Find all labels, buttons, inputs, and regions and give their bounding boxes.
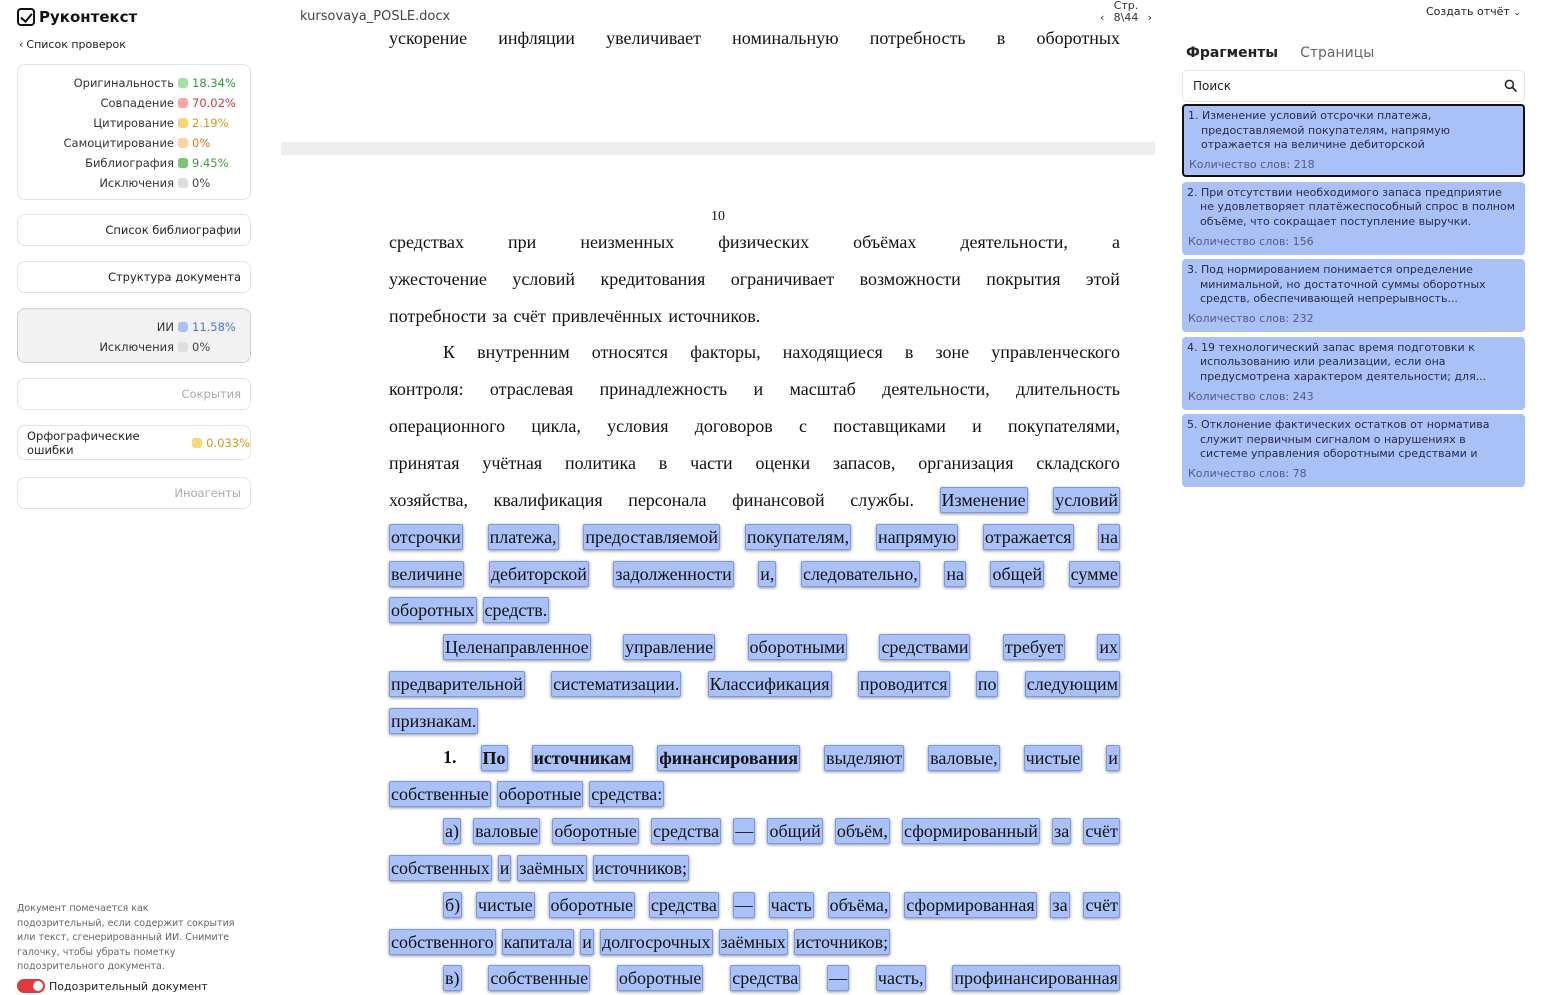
highlighted-word[interactable]: отражается: [983, 524, 1074, 550]
document-word: и: [753, 379, 764, 400]
document-line: [389, 739, 1120, 776]
document-word: квалификация: [493, 489, 603, 510]
document-word: средствах: [389, 232, 465, 252]
document-line: [389, 298, 1120, 335]
highlighted-word[interactable]: величине: [389, 561, 464, 587]
highlighted-word[interactable]: собственного: [389, 929, 496, 955]
previous-page-last-line: ускорение инфляции увеличивает номинальную потребность в оборотных: [389, 28, 1120, 48]
document-line: [389, 776, 1120, 813]
ai-stat-0-color-dot: [178, 322, 188, 332]
highlighted-word[interactable]: часть: [769, 892, 814, 918]
document-word: организация: [918, 452, 1014, 473]
stat-2-label: Цитирование: [93, 116, 174, 130]
highlighted-word[interactable]: предоставляемой: [583, 524, 720, 550]
highlighted-word[interactable]: проводится: [858, 671, 950, 697]
document-line: [389, 666, 1120, 703]
highlighted-word[interactable]: средства:: [589, 781, 664, 807]
document-line: [389, 702, 1120, 739]
ai-stat-0-row: [18, 317, 250, 337]
document-word: внутренним: [477, 342, 570, 363]
fragment-card[interactable]: [1182, 414, 1525, 487]
document-word: персонала: [628, 489, 707, 510]
highlighted-word[interactable]: общей: [990, 561, 1044, 587]
back-to-checks-link[interactable]: [19, 38, 126, 51]
document-word: потребности: [389, 305, 487, 326]
document-word: за: [492, 305, 508, 326]
highlighted-word[interactable]: дебиторской: [489, 561, 589, 587]
document-word: кредитования: [600, 268, 706, 289]
hidden-content-label: Сокрытия: [181, 387, 241, 401]
highlighted-word[interactable]: оборотными: [748, 634, 848, 660]
highlighted-word[interactable]: управление: [623, 634, 715, 660]
prev-page-icon[interactable]: ‹: [1100, 11, 1105, 24]
highlighted-word[interactable]: объёма,: [828, 892, 891, 918]
highlighted-word[interactable]: оборотные: [617, 965, 704, 991]
document-word: деятельности,: [960, 232, 1068, 252]
highlighted-word[interactable]: по: [976, 671, 999, 697]
document-word: запасов,: [832, 452, 896, 473]
fragment-card[interactable]: [1182, 259, 1525, 332]
document-word: неизменных: [580, 232, 675, 252]
fragment-word-count: Количество слов: 156: [1188, 234, 1314, 248]
highlighted-word[interactable]: а): [443, 818, 461, 844]
highlighted-word[interactable]: Изменение: [940, 487, 1028, 513]
stat-3-label: Самоцитирование: [63, 136, 174, 150]
highlighted-word[interactable]: валовые: [473, 818, 540, 844]
stat-2-row: [18, 113, 250, 133]
document-word: хозяйства,: [389, 489, 468, 510]
document-word: принадлежность: [599, 379, 728, 400]
ai-stat-1-color-dot: [178, 342, 188, 352]
highlighted-word[interactable]: сумме: [1069, 561, 1120, 587]
document-line: [389, 518, 1120, 555]
document-line: [389, 408, 1120, 445]
highlighted-word[interactable]: часть,: [876, 965, 926, 991]
document-word: управленческого: [991, 342, 1120, 363]
highlighted-word[interactable]: на: [1098, 524, 1120, 550]
highlighted-word[interactable]: и: [498, 855, 512, 881]
highlighted-word[interactable]: предварительной: [389, 671, 525, 697]
highlighted-word[interactable]: источников;: [593, 855, 689, 881]
document-word: счёт: [513, 305, 546, 326]
highlighted-word[interactable]: оборотные: [549, 892, 636, 918]
document-word: объёмах: [853, 232, 917, 252]
document-word: покрытия: [986, 268, 1061, 289]
stat-4-color-dot: [178, 158, 188, 168]
highlighted-word[interactable]: и: [1106, 745, 1120, 771]
document-word: контроля:: [389, 379, 464, 400]
page-number: 10: [711, 209, 725, 224]
inoagents-label: Иноагенты: [174, 486, 241, 500]
document-word: 1.: [443, 747, 457, 768]
fragment-word-count: Количество слов: 218: [1189, 158, 1315, 171]
fragment-text: 5. Отклонение фактических остатков от норматива служит первичным сигналом о нарушениях в системе управления оборотными средствами и: [1187, 418, 1490, 460]
document-line: [389, 445, 1120, 482]
highlighted-word[interactable]: чистые: [476, 892, 535, 918]
document-line: [389, 850, 1120, 887]
highlighted-word[interactable]: профинансированная: [952, 965, 1120, 991]
stat-1-color-dot: [178, 98, 188, 108]
stat-0-row: [18, 73, 250, 93]
fragment-text: 2. При отсутствии необходимого запаса предприятие не удовлетворяет платёжеспособный спрос в полном объёме, что сокращает поступление выручки.: [1187, 185, 1515, 228]
ai-stat-1-label: Исключения: [99, 340, 174, 354]
create-report-dropdown[interactable]: [1426, 5, 1521, 18]
highlighted-word[interactable]: систематизации.: [551, 671, 681, 697]
page-navigator: [1100, 0, 1152, 23]
stat-5-label: Исключения: [99, 176, 174, 190]
ai-stat-0-label: ИИ: [156, 320, 174, 334]
highlighted-word[interactable]: объём,: [835, 818, 890, 844]
highlighted-word[interactable]: счёт: [1083, 892, 1120, 918]
stat-5-color-dot: [178, 178, 188, 188]
fragment-text: 4. 19 технологический запас время подготовки к использованию или реализации, если она предусмотрена характером деятельности; для...: [1187, 340, 1487, 383]
document-structure-button[interactable]: [17, 261, 251, 293]
document-line: [389, 555, 1120, 592]
stat-4-row: [18, 153, 250, 173]
document-word: источников.: [668, 305, 761, 326]
stats-card: [17, 64, 251, 200]
document-line: [389, 261, 1120, 298]
document-word: К: [443, 342, 456, 363]
ai-stat-0-value: 11.58%: [192, 320, 236, 334]
highlighted-word[interactable]: По: [481, 745, 508, 771]
highlighted-word[interactable]: собственные: [488, 965, 590, 991]
check-logo-icon: [17, 8, 35, 26]
document-word: ограничивает: [730, 268, 835, 289]
document-word: оценки: [755, 452, 811, 473]
document-viewer[interactable]: [281, 25, 1155, 995]
document-word: при: [508, 232, 537, 252]
page-nav-value: 8\44: [1113, 11, 1139, 24]
document-line: [389, 813, 1120, 850]
highlighted-word[interactable]: оборотные: [552, 818, 639, 844]
document-word: цикла,: [531, 415, 581, 436]
highlighted-word[interactable]: платежа,: [488, 524, 559, 550]
highlighted-word[interactable]: и,: [758, 561, 776, 587]
highlighted-word[interactable]: финансирования: [657, 745, 800, 771]
document-structure-label: Структура документа: [107, 270, 241, 284]
highlighted-word[interactable]: в): [443, 965, 462, 991]
search-input[interactable]: [1183, 71, 1483, 101]
document-word: складского: [1036, 452, 1120, 473]
back-link-label: Список проверок: [26, 38, 126, 51]
stat-2-value: 2.19%: [192, 116, 229, 130]
document-word: учётная: [482, 452, 543, 473]
document-word: отраслевая: [489, 379, 574, 400]
suspicious-toggle[interactable]: [17, 979, 45, 993]
stat-5-row: [18, 173, 250, 193]
highlighted-word[interactable]: требует: [1003, 634, 1065, 660]
document-word: масштаб: [789, 379, 856, 400]
document-word: зоне: [935, 342, 970, 363]
document-line: [389, 629, 1120, 666]
document-word: службы.: [850, 489, 914, 510]
highlighted-word[interactable]: оборотных: [389, 597, 477, 623]
highlighted-word[interactable]: заёмных: [517, 855, 586, 881]
bibliography-list-button[interactable]: [17, 214, 251, 246]
stat-1-label: Совпадение: [100, 96, 174, 110]
stat-1-value: 70.02%: [192, 96, 236, 110]
highlighted-word[interactable]: средства: [649, 892, 719, 918]
highlighted-word[interactable]: средства: [730, 965, 800, 991]
ai-stat-1-row: [18, 337, 250, 357]
document-line: [389, 482, 1120, 519]
document-word: возможности: [859, 268, 961, 289]
highlighted-word[interactable]: оборотные: [497, 781, 584, 807]
document-line: [389, 224, 1120, 261]
highlighted-word[interactable]: за: [1050, 892, 1069, 918]
suspicious-note: Документ помечается как подозрительный, если содержит сокрытия или текст, сгенерированный ИИ. Снимите галочку, чтобы убрать пометку подозрительного документа.: [17, 903, 235, 972]
fragment-text: 1. Изменение условий отсрочки платежа, предоставляемой покупателям, напрямую отражается на величине дебиторской: [1188, 109, 1450, 151]
highlighted-word[interactable]: условий: [1053, 487, 1120, 513]
hidden-content-button[interactable]: [17, 378, 251, 410]
next-page-icon[interactable]: ›: [1147, 11, 1152, 24]
spelling-errors-value: 0.033%: [206, 435, 250, 450]
highlighted-word[interactable]: на: [944, 561, 966, 587]
highlighted-word[interactable]: собственных: [389, 855, 492, 881]
document-word: с: [798, 415, 807, 436]
stat-0-value: 18.34%: [192, 76, 236, 90]
highlighted-word[interactable]: сформированная: [904, 892, 1036, 918]
highlighted-word[interactable]: их: [1097, 634, 1120, 660]
page-separator: [281, 142, 1155, 155]
highlighted-word[interactable]: счёт: [1083, 818, 1120, 844]
highlighted-word[interactable]: источников;: [794, 929, 890, 955]
fragment-text: 3. Под нормированием понимается определение минимальной, но достаточной суммы оборотных средств, обеспечивающей непрерывность...: [1187, 263, 1486, 305]
stat-3-value: 0%: [192, 136, 211, 150]
document-word: а: [1111, 232, 1120, 252]
document-word: части: [690, 452, 733, 473]
bibliography-list-label: Список библиографии: [105, 223, 241, 237]
document-word: политика: [564, 452, 636, 473]
highlighted-word[interactable]: капитала: [502, 929, 575, 955]
tab-fragments[interactable]: Фрагменты: [1186, 45, 1279, 61]
highlighted-word[interactable]: б): [443, 892, 462, 918]
document-word: условия: [607, 415, 669, 436]
highlighted-word[interactable]: —: [733, 818, 755, 844]
spelling-errors-card[interactable]: [17, 425, 251, 460]
document-word: ужесточение: [389, 268, 487, 289]
document-word: операционного: [389, 415, 506, 436]
highlighted-word[interactable]: —: [827, 965, 849, 991]
document-word: в: [904, 342, 914, 363]
right-panel-tabs: [1186, 45, 1374, 61]
highlighted-word[interactable]: средствами: [879, 634, 970, 660]
highlighted-word[interactable]: Классификация: [708, 671, 832, 697]
inoagents-button[interactable]: [17, 477, 251, 509]
app-logo[interactable]: [17, 8, 137, 26]
document-word: физических: [718, 232, 810, 252]
document-word: длительность: [1016, 379, 1120, 400]
highlighted-word[interactable]: отсрочки: [389, 524, 463, 550]
highlighted-word[interactable]: и: [580, 929, 594, 955]
document-word: поставщиками: [833, 415, 946, 436]
document-word: этой: [1085, 268, 1120, 289]
highlighted-word[interactable]: средства: [651, 818, 721, 844]
document-word: относятся: [591, 342, 669, 363]
document-word: финансовой: [732, 489, 825, 510]
document-word: в: [658, 452, 668, 473]
highlighted-word[interactable]: заёмных: [719, 929, 788, 955]
fragment-card[interactable]: [1182, 182, 1525, 255]
search-icon[interactable]: [1504, 79, 1517, 92]
highlighted-word[interactable]: валовые,: [928, 745, 999, 771]
suspicious-toggle-label: Подозрительный документ: [49, 979, 208, 993]
fragment-card[interactable]: [1182, 337, 1525, 410]
document-word: принятая: [389, 452, 460, 473]
highlighted-word[interactable]: покупателям,: [745, 524, 851, 550]
highlighted-word[interactable]: выделяют: [824, 745, 904, 771]
stat-3-color-dot: [178, 138, 188, 148]
highlighted-word[interactable]: задолженности: [613, 561, 733, 587]
document-line: [389, 592, 1120, 629]
document-line: [389, 886, 1120, 923]
stat-0-label: Оригинальность: [73, 76, 174, 90]
app-name: Руконтекст: [39, 8, 138, 26]
stat-4-label: Библиография: [85, 156, 174, 170]
document-word: привлечённых: [551, 305, 663, 326]
document-line: [389, 334, 1120, 371]
highlighted-word[interactable]: собственные: [389, 781, 491, 807]
stat-0-color-dot: [178, 78, 188, 88]
document-word: деятельности,: [882, 379, 990, 400]
document-word: договоров: [694, 415, 773, 436]
chevron-down-icon: ⌄: [1513, 8, 1521, 18]
stat-1-row: [18, 93, 250, 113]
document-word: условий: [512, 268, 576, 289]
document-word: находящиеся: [782, 342, 883, 363]
spelling-color-dot: [192, 438, 202, 448]
highlighted-word[interactable]: следующим: [1025, 671, 1120, 697]
document-body: [389, 224, 1120, 995]
highlighted-word[interactable]: —: [733, 892, 755, 918]
document-line: [389, 923, 1120, 960]
highlighted-word[interactable]: следовательно,: [801, 561, 920, 587]
ai-stat-1-value: 0%: [192, 340, 211, 354]
suspicious-toggle-row[interactable]: [17, 979, 208, 993]
document-word: покупателями,: [1008, 415, 1120, 436]
stat-4-value: 9.45%: [192, 156, 229, 170]
highlighted-word[interactable]: чистые: [1024, 745, 1083, 771]
highlighted-word[interactable]: долгосрочных: [600, 929, 713, 955]
highlighted-word[interactable]: признакам.: [389, 708, 478, 734]
spelling-errors-label: Орфографические ошибки: [27, 428, 140, 457]
highlighted-word[interactable]: общий: [767, 818, 822, 844]
file-name: kursovaya_POSLE.docx: [300, 9, 451, 24]
chevron-left-icon: ‹: [19, 38, 24, 51]
highlighted-word[interactable]: сформированный: [902, 818, 1040, 844]
document-line: [389, 960, 1120, 995]
document-line: [389, 371, 1120, 408]
highlighted-word[interactable]: за: [1052, 818, 1071, 844]
page-nav-label: Стр.: [1113, 0, 1139, 12]
create-report-label: Создать отчёт: [1426, 5, 1510, 18]
stat-3-row: [18, 133, 250, 153]
fragment-word-count: Количество слов: 243: [1188, 389, 1314, 403]
ai-stats-card[interactable]: [17, 308, 251, 363]
fragment-search: [1182, 70, 1525, 102]
fragment-word-count: Количество слов: 78: [1188, 467, 1307, 480]
document-word: и: [972, 415, 982, 436]
highlighted-word[interactable]: средств.: [483, 597, 550, 623]
fragment-card[interactable]: [1182, 104, 1525, 177]
stat-5-value: 0%: [192, 176, 211, 190]
document-word: факторы,: [690, 342, 761, 363]
highlighted-word[interactable]: Целенаправленное: [443, 634, 591, 660]
fragment-word-count: Количество слов: 232: [1188, 312, 1314, 325]
highlighted-word[interactable]: источникам: [532, 745, 634, 771]
stat-2-color-dot: [178, 118, 188, 128]
highlighted-word[interactable]: напрямую: [876, 524, 958, 550]
tab-pages[interactable]: Страницы: [1300, 45, 1375, 61]
